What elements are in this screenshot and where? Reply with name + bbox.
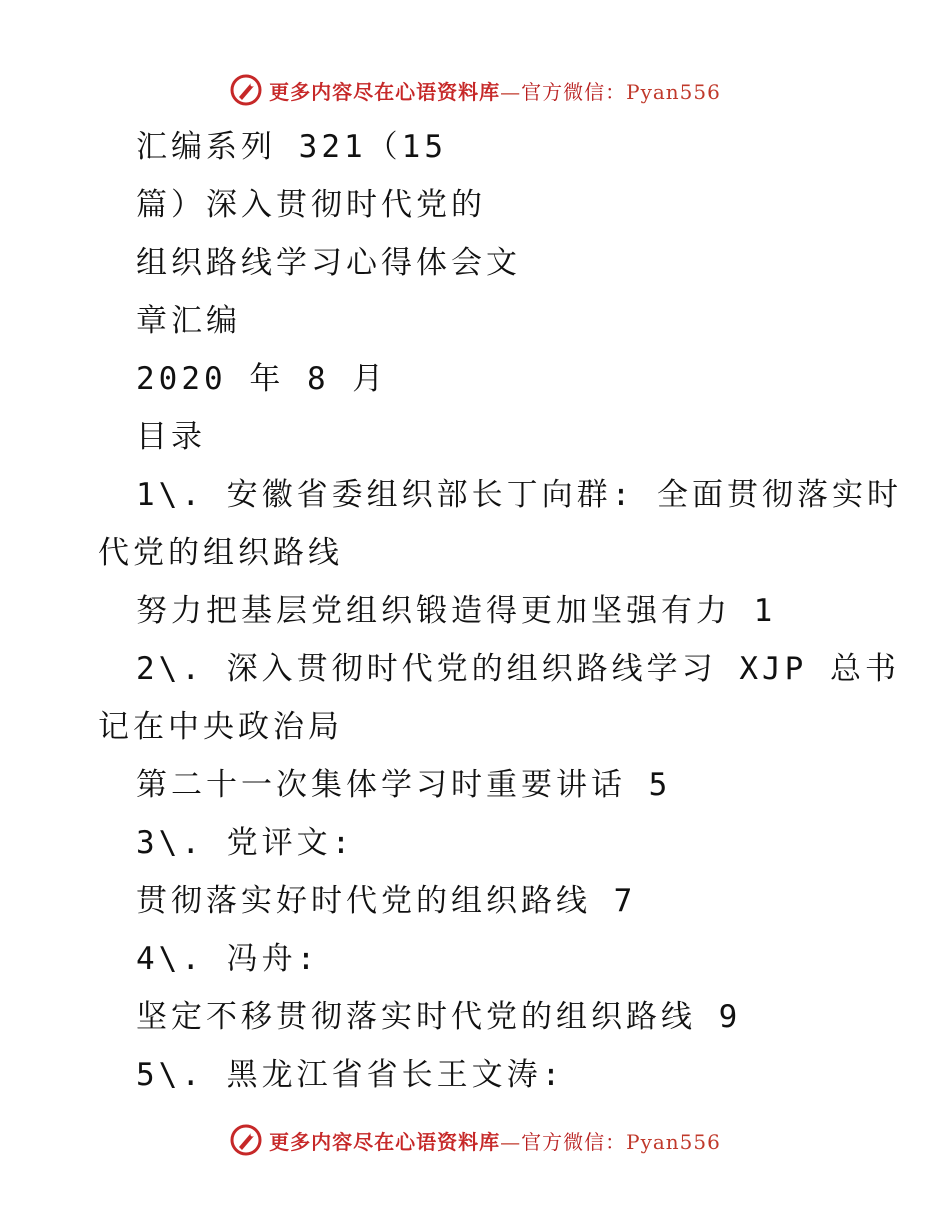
watermark-official: 官方微信： <box>521 1129 627 1154</box>
text-line: 篇）深入贯彻时代党的 <box>136 187 486 223</box>
watermark-text <box>269 1126 721 1155</box>
watermark-wechat: Pyan556 <box>626 1129 721 1154</box>
watermark-text <box>269 76 721 105</box>
text-line: 贯彻落实好时代党的组织路线 7 <box>136 883 637 919</box>
text-line: 1\. 安徽省委组织部长丁向群: 全面贯彻落实时 <box>136 477 902 513</box>
watermark-official: 官方微信： <box>521 79 627 104</box>
text-line: 汇编系列 321（15 <box>136 129 447 165</box>
text-line: 努力把基层党组织锻造得更加坚强有力 1 <box>136 593 777 629</box>
pen-nib-icon <box>229 73 263 107</box>
text-line: 坚定不移贯彻落实时代党的组织路线 9 <box>136 999 742 1035</box>
text-line: 2\. 深入贯彻时代党的组织路线学习 XJP 总书 <box>136 651 900 687</box>
text-line: 2020 年 8 月 <box>136 361 388 397</box>
text-line: 3\. 党评文: <box>136 825 355 861</box>
text-line: 5\. 黑龙江省省长王文涛: <box>136 1057 565 1093</box>
document-body <box>0 118 950 1104</box>
text-line: 组织路线学习心得体会文 <box>136 245 521 281</box>
text-line: 记在中央政治局 <box>98 709 343 745</box>
watermark-separator: — <box>500 79 522 104</box>
text-line: 第二十一次集体学习时重要讲话 5 <box>136 767 672 803</box>
text-line: 章汇编 <box>136 303 241 339</box>
pen-nib-icon <box>229 1123 263 1157</box>
watermark-separator: — <box>500 1129 522 1154</box>
header-watermark <box>0 70 950 110</box>
footer-watermark <box>0 1120 950 1160</box>
watermark-brand: 更多内容尽在心语资料库 <box>269 79 501 104</box>
watermark-wechat: Pyan556 <box>626 79 721 104</box>
text-line: 目录 <box>136 419 206 455</box>
text-line: 代党的组织路线 <box>98 535 343 571</box>
text-line: 4\. 冯舟: <box>136 941 320 977</box>
watermark-brand: 更多内容尽在心语资料库 <box>269 1129 501 1154</box>
